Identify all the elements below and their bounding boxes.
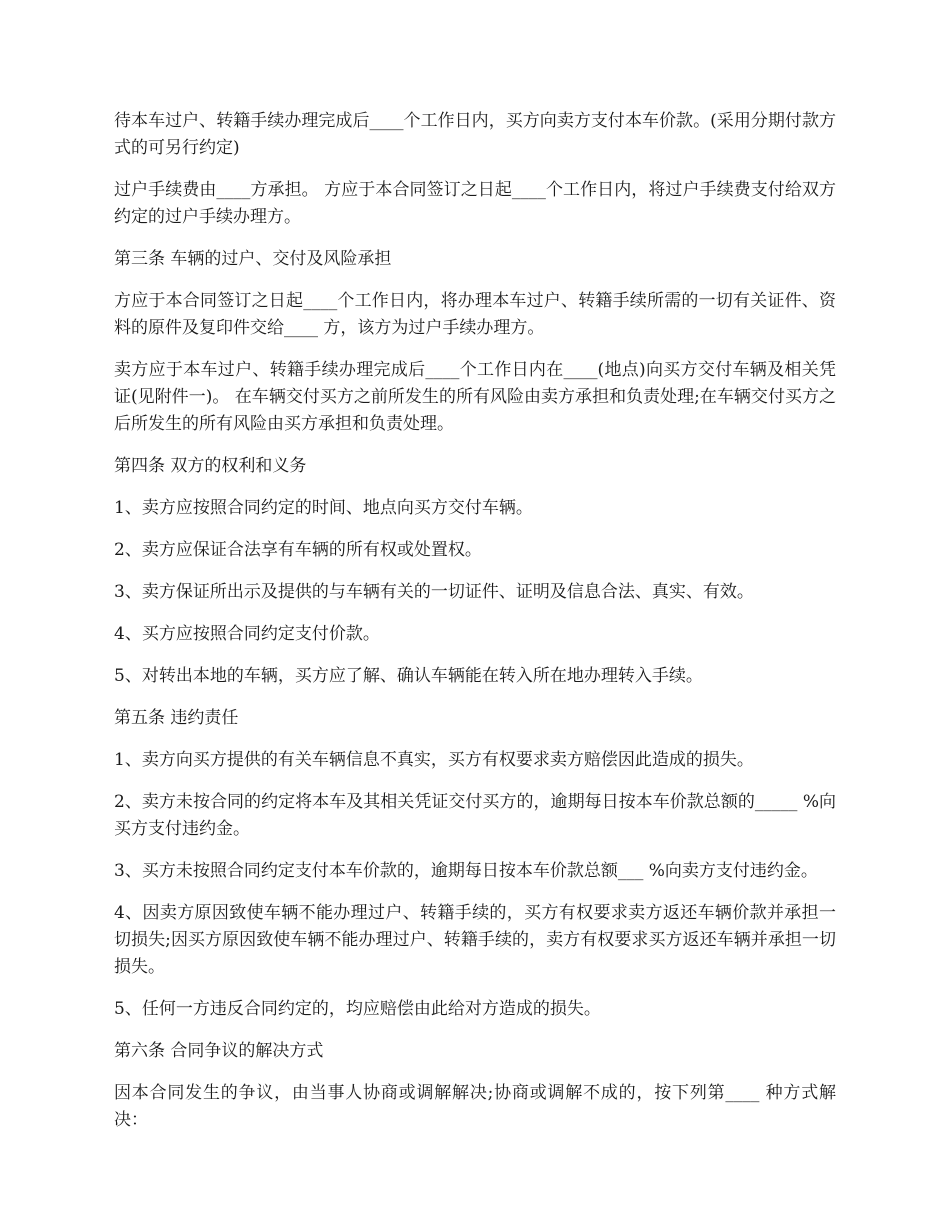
section-heading-article-3: 第三条 车辆的过户、交付及风险承担 <box>114 249 392 269</box>
list-item-obligation-1: 1、卖方应按照合同约定的时间、地点向买方交付车辆。 <box>114 498 533 518</box>
document-page <box>114 108 836 1149</box>
paragraph-payment-after-transfer: 待本车过户、转籍手续办理完成后____个工作日内，买方向卖方支付本车价款。(采用分期付款方式的可另行约定) <box>114 111 836 158</box>
list-item-liability-4: 4、因卖方原因致使车辆不能办理过户、转籍手续的，买方有权要求卖方返还车辆价款并承担一切损失;因买方原因致使车辆不能办理过户、转籍手续的，卖方有权要求买方返还车辆并承担一切损失。 <box>114 903 836 977</box>
list-item-liability-1: 1、卖方向买方提供的有关车辆信息不真实，买方有权要求卖方赔偿因此造成的损失。 <box>114 750 754 770</box>
section-heading-article-5: 第五条 违约责任 <box>114 708 239 728</box>
list-item-liability-5: 5、任何一方违反合同约定的，均应赔偿由此给对方造成的损失。 <box>114 999 601 1019</box>
paragraph-transfer-documents: 方应于本合同签订之日起____个工作日内，将办理本车过户、转籍手续所需的一切有关证件、资料的原件及复印件交给____ 方，该方为过户手续办理方。 <box>114 291 836 338</box>
list-item-obligation-3: 3、卖方保证所出示及提供的与车辆有关的一切证件、证明及信息合法、真实、有效。 <box>114 582 754 602</box>
paragraph-dispute-resolution: 因本合同发生的争议，由当事人协商或调解解决;协商或调解不成的，按下列第____ 种方式解决： <box>114 1083 836 1130</box>
paragraph-delivery-risk: 卖方应于本车过户、转籍手续办理完成后____个工作日内在____(地点)向买方交付车辆及相关凭证(见附件一)。 在车辆交付买方之前所发生的所有风险由卖方承担和负责处理;在车辆交付买方之后所发生的所有风险由买方承担和负责处理。 <box>114 360 836 434</box>
section-heading-article-4: 第四条 双方的权利和义务 <box>114 456 307 476</box>
list-item-obligation-4: 4、买方应按照合同约定支付价款。 <box>114 624 380 644</box>
list-item-liability-2: 2、卖方未按合同的约定将本车及其相关凭证交付买方的，逾期每日按本车价款总额的_____ %向买方支付违约金。 <box>114 792 836 839</box>
list-item-liability-3: 3、买方未按照合同约定支付本车价款的，逾期每日按本车价款总额___ %向卖方支付违约金。 <box>114 861 818 881</box>
section-heading-article-6: 第六条 合同争议的解决方式 <box>114 1041 324 1061</box>
list-item-obligation-5: 5、对转出本地的车辆，买方应了解、确认车辆能在转入所在地办理转入手续。 <box>114 666 703 686</box>
list-item-obligation-2: 2、卖方应保证合法享有车辆的所有权或处置权。 <box>114 540 482 560</box>
paragraph-transfer-fee: 过户手续费由____方承担。 方应于本合同签订之日起____个工作日内，将过户手续费支付给双方约定的过户手续办理方。 <box>114 180 836 227</box>
